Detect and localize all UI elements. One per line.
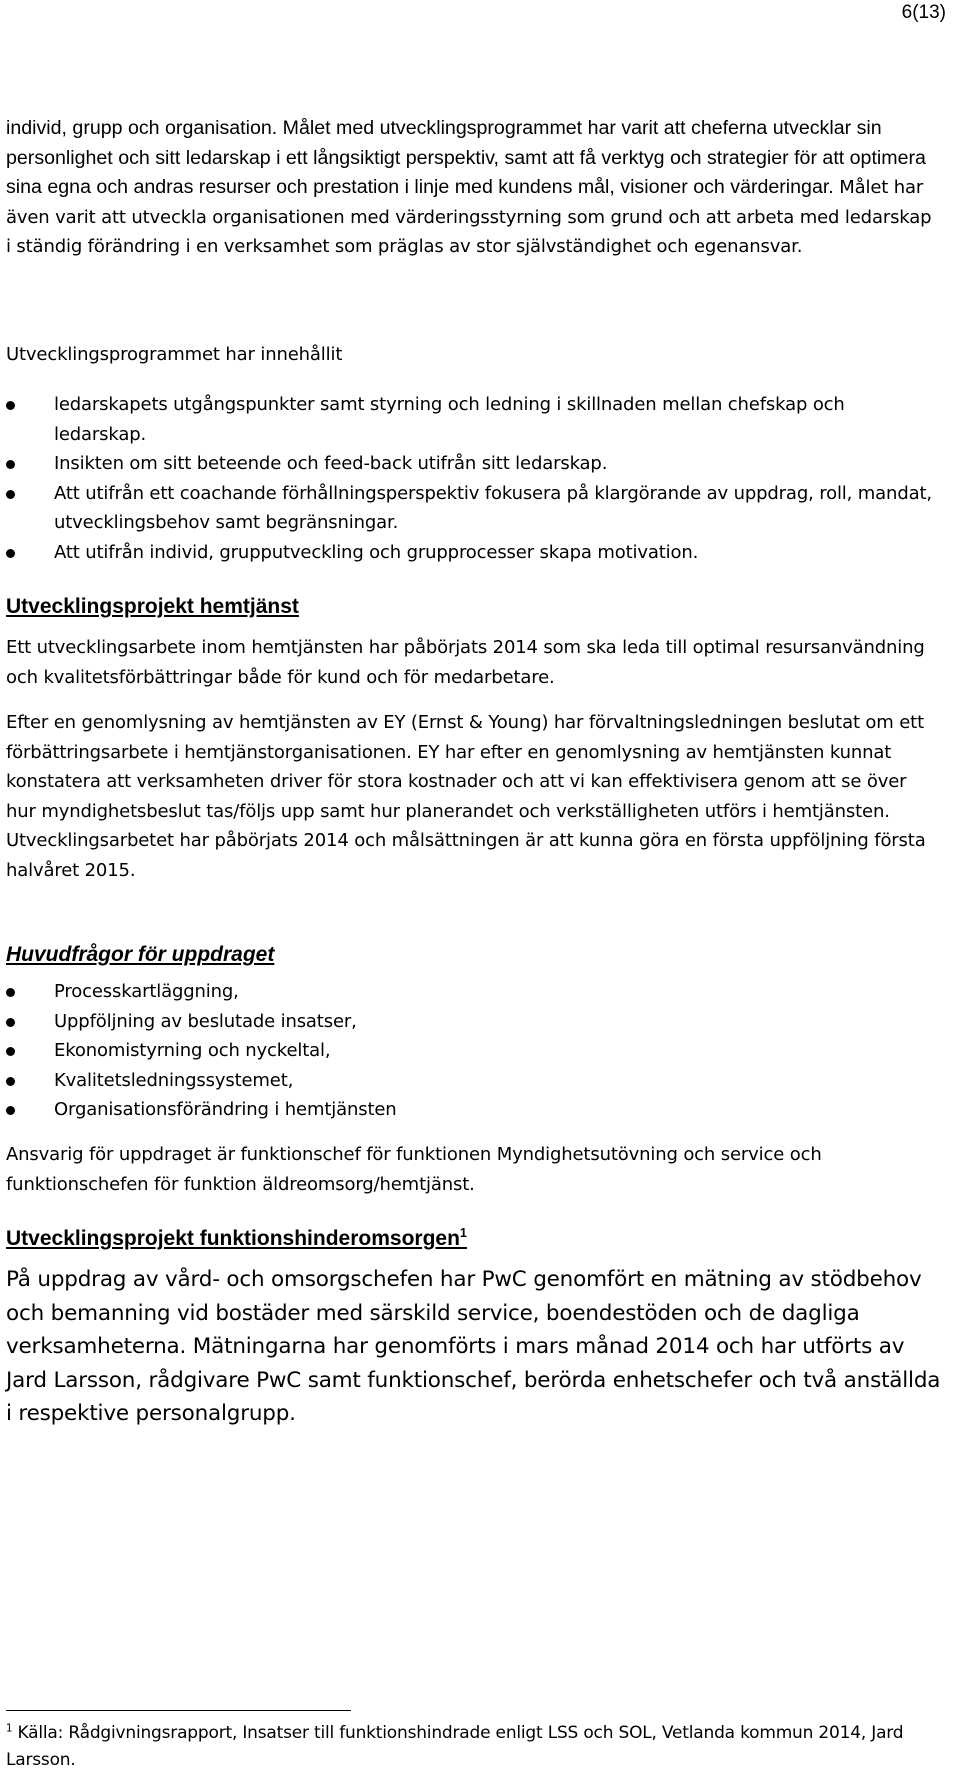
bullet-icon <box>6 549 15 558</box>
bullet-icon <box>6 401 15 410</box>
list-item: ledarskapets utgångspunkter samt styrning och ledning i skillnaden mellan chefskap och ledarskap. <box>6 390 941 449</box>
footnote-ref: 1 <box>459 1226 467 1240</box>
section-paragraph: På uppdrag av vård- och omsorgschefen har PwC genomfört en mätning av stödbehov och bemanning vid bostäder med särskild service, boendestöden och de dagliga verksamheterna. Mätningarna har genomförts i mars månad 2014 och har utförts av Jard Larsson, rådgivare PwC samt funktionschef, berörda enhetschefer och två anställda i respektive personalgrupp. <box>6 1267 941 1426</box>
section-paragraph: Ett utvecklingsarbete inom hemtjänsten har påbörjats 2014 som ska leda till optimal resursanvändning och kvalitetsförbättringar både för kund och för medarbetare. <box>6 637 925 688</box>
bullet-icon <box>6 1106 15 1115</box>
list-item: Processkartläggning, <box>6 977 941 1007</box>
bullet-icon <box>6 988 15 997</box>
program-intro: Utvecklingsprogrammet har innehållit <box>6 344 343 365</box>
responsible-paragraph: Ansvarig för uppdraget är funktionschef för funktionen Myndighetsutövning och service och funktionschefen för funktion äldreomsorg/hemtjänst. <box>6 1144 822 1195</box>
bullet-icon <box>6 1018 15 1027</box>
questions-block <box>6 940 941 970</box>
program-block <box>6 340 941 370</box>
section-funktionshinder <box>6 1224 941 1254</box>
intro-paragraph-cont: Målet har även varit att utveckla organisationen med värderingsstyrning som grund och att arbeta med ledarskap i ständig förändring i en verksamhet som präglas av stor självständighet och egenansvar. <box>6 177 932 258</box>
page-number: 6(13) <box>901 2 946 23</box>
footnote <box>6 1720 941 1774</box>
bullet-icon <box>6 460 15 469</box>
section-hemtjanst <box>6 592 941 622</box>
bullet-icon <box>6 1077 15 1086</box>
section-paragraph: Efter en genomlysning av hemtjänsten av EY (Ernst & Young) har förvaltningsledningen beslutat om ett förbättringsarbete i hemtjänstorganisationen. EY har efter en genomlysning av hemtjänsten kunnat konstatera att verksamheten driver för stora kostnader och att vi kan effektivisera genom att se över hur myndighetsbeslut tas/följs upp samt hur planerandet och verkställigheten utförs i hemtjänsten. Utvecklingsarbetet har påbörjats 2014 och målsättningen är att kunna göra en första uppföljning första halvåret 2015. <box>6 712 926 881</box>
list-item: Kvalitetsledningssystemet, <box>6 1066 941 1096</box>
list-item: Ekonomistyrning och nyckeltal, <box>6 1036 941 1066</box>
footnote-mark: 1 <box>6 1723 13 1735</box>
footnote-separator <box>6 1710 351 1711</box>
intro-block <box>6 114 941 262</box>
bullet-icon <box>6 1047 15 1056</box>
list-item: Uppföljning av beslutade insatser, <box>6 1007 941 1037</box>
list-item: Att utifrån individ, grupputveckling och grupprocesser skapa motivation. <box>6 538 941 568</box>
list-item: Insikten om sitt beteende och feed-back utifrån sitt ledarskap. <box>6 449 941 479</box>
questions-heading: Huvudfrågor för uppdraget <box>6 943 275 966</box>
section-heading: Utvecklingsprojekt hemtjänst <box>6 595 299 618</box>
bullet-icon <box>6 490 15 499</box>
program-list <box>6 390 941 567</box>
list-item: Organisationsförändring i hemtjänsten <box>6 1095 941 1125</box>
section-heading: Utvecklingsprojekt funktionshinderomsorgen <box>6 1227 460 1250</box>
list-item: Att utifrån ett coachande förhållningsperspektiv fokusera på klargörande av uppdrag, roll, mandat, utvecklingsbehov samt begränsningar. <box>6 479 941 538</box>
intro-paragraph: individ, grupp och organisation. Målet med utvecklingsprogrammet har varit att cheferna utvecklar sin personlighet och sitt ledarskap i ett långsiktigt perspektiv, samt att få verktyg och strategier för att optimera sina egna och andras resurser och prestation i linje med kundens mål, visioner och värderingar. <box>6 117 926 199</box>
footnote-text: Källa: Rådgivningsrapport, Insatser till funktionshindrade enligt LSS och SOL, Vetlanda kommun 2014, Jard Larsson. <box>6 1723 904 1770</box>
